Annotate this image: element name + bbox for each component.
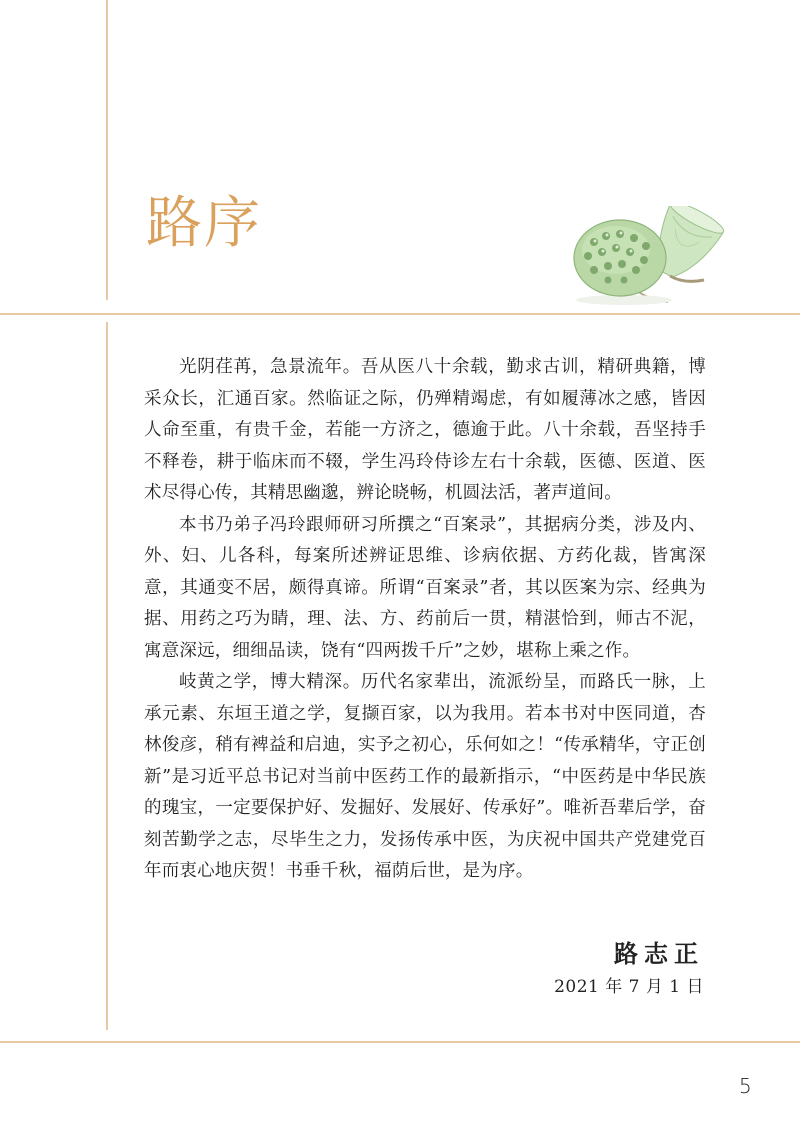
left-margin-rule-bottom xyxy=(106,322,108,1030)
paragraph-2: 本书乃弟子冯玲跟师研习所撰之“百案录”，其据病分类，涉及内、外、妇、儿各科，每案所述辨证思维、诊病依据、方药化裁，皆寓深意，其通变不居，颇得真谛。所谓“百案录”者，其以医案为宗、经典为据、用药之巧为睛，理、法、方、药前后一贯，精湛恰到，师古不泥，寓意深远，细细品读，饶有“四两拨千斤”之妙，堪称上乘之作。 xyxy=(144,514,706,661)
header-rule xyxy=(0,313,800,315)
footer-rule xyxy=(0,1041,800,1043)
page-title: 路序 xyxy=(146,191,262,256)
page-number: 5 xyxy=(739,1074,752,1098)
paragraph-1: 光阴荏苒，急景流年。吾从医八十余载，勤求古训，精研典籍，博采众长，汇通百家。然临证之际，仍殚精竭虑，有如履薄冰之感，皆因人命至重，有贵千金，若能一方济之，德逾于此。八十余载，吾坚持手不释卷，耕于临床而不辍，学生冯玲侍诊左右十余载，医德、医道、医术尽得心传，其精思幽邈，辨论晓畅，机圆法活，著声道间。 xyxy=(144,357,706,503)
lotus-seedpod-illustration xyxy=(564,206,734,306)
preface-body xyxy=(144,352,706,888)
paragraph-3: 岐黄之学，博大精深。历代名家辈出，流派纷呈，而路氏一脉，上承元素、东垣王道之学，复撷百家，以为我用。若本书对中医同道，杏林俊彦，稍有裨益和启迪，实予之初心，乐何如之！“传承精华，守正创新”是习近平总书记对当前中医药工作的最新指示，“中医药是中华民族的瑰宝，一定要保护好、发掘好、发展好、传承好”。唯祈吾辈后学，奋刻苦勤学之志，尽毕生之力，发扬传承中医，为庆祝中国共产党建党百年而衷心地庆贺！书垂千秋，福荫后世，是为序。 xyxy=(144,672,706,881)
left-margin-rule-top xyxy=(106,0,108,300)
author-signature: 路志正 xyxy=(614,939,704,968)
lotus-pod-front xyxy=(574,220,666,296)
signature-date: 2021 年 7 月 1 日 xyxy=(554,977,704,997)
